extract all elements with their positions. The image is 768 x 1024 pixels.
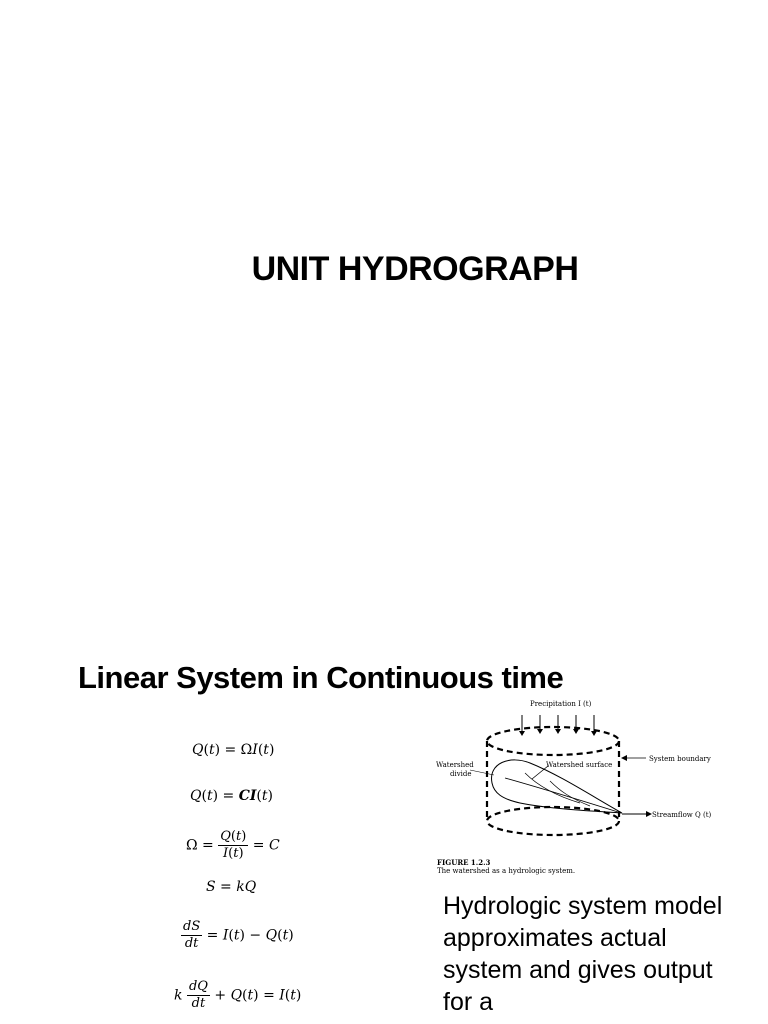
section-title: Linear System in Continuous time xyxy=(78,660,564,695)
watershed-divide-label: Watershed divide xyxy=(436,761,474,778)
precipitation-label: Precipitation I (t) xyxy=(530,700,592,708)
equation-linear-reservoir: k $\frac{dQ}{dt}$ + Q(t) = I(t) xyxy=(174,979,302,1011)
body-text: Hydrologic system model approximates actual system and gives output for a xyxy=(443,892,723,1016)
system-top-boundary xyxy=(487,727,619,755)
equation-continuity: $\frac{dS}{dt}$ = I(t) − Q(t) xyxy=(183,919,294,951)
figure-number: FIGURE 1.2.3 xyxy=(437,858,491,867)
equation-q-omega: Q(t) = ΩI(t) xyxy=(192,742,275,758)
equation-q-c: Q(t) = CI(t) xyxy=(190,788,273,804)
precipitation-arrowheads xyxy=(519,729,597,736)
watershed-figure xyxy=(430,693,730,883)
equation-storage: S = kQ xyxy=(206,879,257,895)
slide-title: UNIT HYDROGRAPH xyxy=(251,250,579,288)
figure-caption xyxy=(437,858,575,876)
figure-caption-text: The watershed as a hydrologic system. xyxy=(437,867,576,875)
watershed-surface-label: Watershed surface xyxy=(546,761,613,769)
system-boundary-label: System boundary xyxy=(649,755,711,763)
streamflow-label: Streamflow Q (t) xyxy=(652,811,712,819)
equation-omega-ratio: Ω = $\frac{Q(t)}{I(t)}$ = C xyxy=(186,829,280,861)
